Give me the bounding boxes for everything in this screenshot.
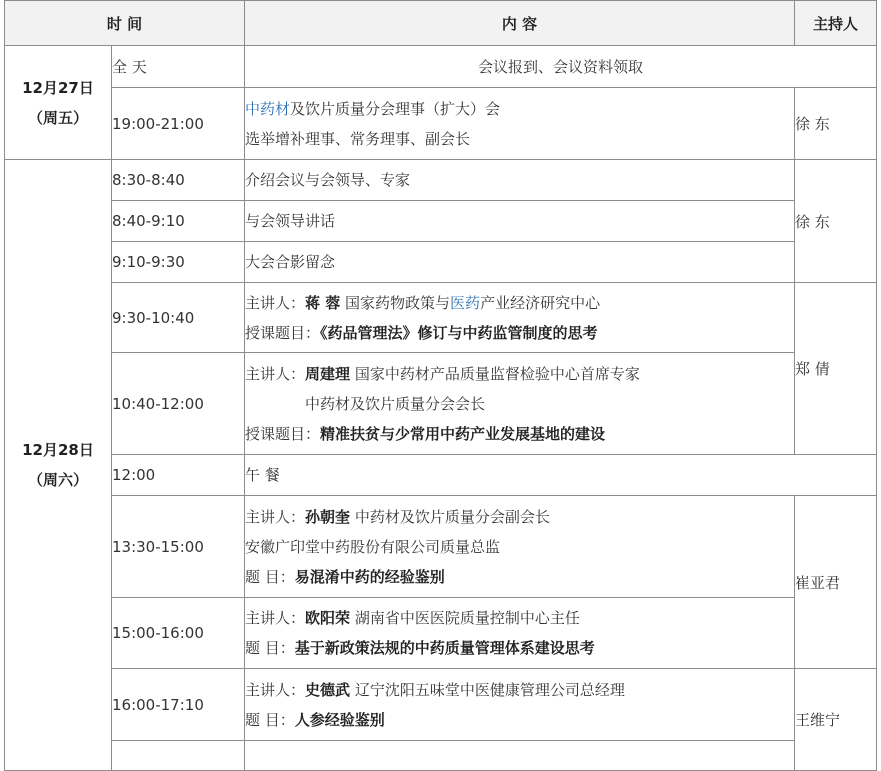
content-cell: 大会合影留念: [245, 242, 795, 283]
table-row: [5, 242, 877, 283]
speaker-name: 史德武: [305, 680, 351, 699]
time-cell: 8:30-8:40: [112, 160, 245, 201]
time-cell: [112, 741, 245, 771]
time-cell: 8:40-9:10: [112, 201, 245, 242]
day-weekday: （周五）: [27, 108, 88, 127]
topic-title: 人参经验鉴别: [294, 710, 385, 729]
content-cell: 介绍会议与会领导、专家: [245, 160, 795, 201]
speaker-name: 周建理: [305, 364, 351, 383]
header-content: 内 容: [245, 1, 795, 46]
time-cell: 16:00-17:10: [112, 669, 245, 741]
affiliation: 中药材及饮片质量分会副会长: [350, 507, 550, 526]
speaker-label: 主讲人：: [245, 293, 306, 312]
content-cell: [245, 496, 795, 598]
table-row: [5, 741, 877, 771]
speaker-name: 蒋 蓉: [305, 293, 341, 312]
header-row: [5, 1, 877, 46]
day-date: 12月28日: [22, 441, 94, 459]
host-cell: 王维宁: [795, 669, 877, 771]
topic-label: 题 目：: [245, 567, 295, 586]
content-cell: [245, 598, 795, 669]
time-cell: 15:00-16:00: [112, 598, 245, 669]
header-host: 主持人: [795, 1, 877, 46]
topic-title: 《药品管理法》修订与中药监管制度的思考: [320, 323, 598, 342]
speaker-label: 主讲人：: [245, 680, 306, 699]
content-cell: [245, 353, 795, 455]
time-cell: 19:00-21:00: [112, 88, 245, 160]
topic-title: 易混淆中药的经验鉴别: [294, 567, 445, 586]
affiliation: 国家中药材产品质量监督检验中心首席专家: [350, 364, 640, 383]
day-cell: [5, 46, 112, 160]
time-cell: 12:00: [112, 455, 245, 496]
topic-label: 题 目：: [245, 639, 295, 657]
table-row: [5, 160, 877, 201]
table-row: [5, 88, 877, 160]
time-cell: 9:30-10:40: [112, 283, 245, 353]
topic-title: 精准扶贫与少常用中药产业发展基地的建设: [320, 424, 606, 443]
speaker-label: 主讲人：: [245, 507, 306, 526]
time-cell: 13:30-15:00: [112, 496, 245, 598]
table-row: [5, 283, 877, 353]
table-row: [5, 46, 877, 88]
topic-label: 授课题目：: [245, 424, 321, 443]
speaker-label: 主讲人：: [245, 609, 306, 627]
day-date: 12月27日: [22, 78, 94, 97]
affiliation: 国家药物政策与: [340, 293, 451, 312]
content-cell: [245, 283, 795, 353]
content-cell: [245, 741, 795, 771]
speaker-name: 欧阳荣: [305, 609, 351, 627]
content-cell: 与会领导讲话: [245, 201, 795, 242]
topic-label: 授课题目：: [245, 323, 321, 342]
content-cell: [245, 669, 795, 741]
time-cell: 全 天: [112, 46, 245, 88]
table-row: [5, 598, 877, 669]
topic-title: 基于新政策法规的中药质量管理体系建设思考: [294, 639, 595, 657]
content-cell: 会议报到、会议资料领取: [245, 46, 877, 88]
day-cell: [5, 160, 112, 771]
schedule-table: [4, 0, 877, 771]
header-time: 时 间: [5, 1, 245, 46]
link-herbs[interactable]: 中药材: [245, 99, 291, 118]
host-cell: 郑 倩: [795, 283, 877, 455]
time-cell: 9:10-9:30: [112, 242, 245, 283]
time-cell: 10:40-12:00: [112, 353, 245, 455]
speaker-label: 主讲人：: [245, 364, 306, 383]
affiliation: 中药材及饮片质量分会会长: [305, 394, 486, 413]
content-text: 及饮片质量分会理事（扩大）会: [290, 99, 501, 118]
link-medicine[interactable]: 医药: [450, 293, 481, 312]
table-row: [5, 496, 877, 598]
host-cell: 崔亚君: [795, 496, 877, 669]
host-cell: 徐 东: [795, 88, 877, 160]
table-row: [5, 353, 877, 455]
day-weekday: （周六）: [27, 471, 88, 489]
content-text: 选举增补理事、常务理事、副会长: [245, 129, 471, 148]
affiliation: 安徽广印堂中药股份有限公司质量总监: [245, 537, 501, 556]
affiliation: 湖南省中医医院质量控制中心主任: [350, 609, 580, 627]
content-cell: [245, 88, 795, 160]
table-row: [5, 201, 877, 242]
affiliation: 产业经济研究中心: [480, 293, 601, 312]
host-cell: 徐 东: [795, 160, 877, 283]
content-cell: 午 餐: [245, 455, 877, 496]
table-row: [5, 455, 877, 496]
topic-label: 题 目：: [245, 710, 295, 729]
table-row: [5, 669, 877, 741]
affiliation: 辽宁沈阳五味堂中医健康管理公司总经理: [350, 680, 625, 699]
speaker-name: 孙朝奎: [305, 507, 351, 526]
